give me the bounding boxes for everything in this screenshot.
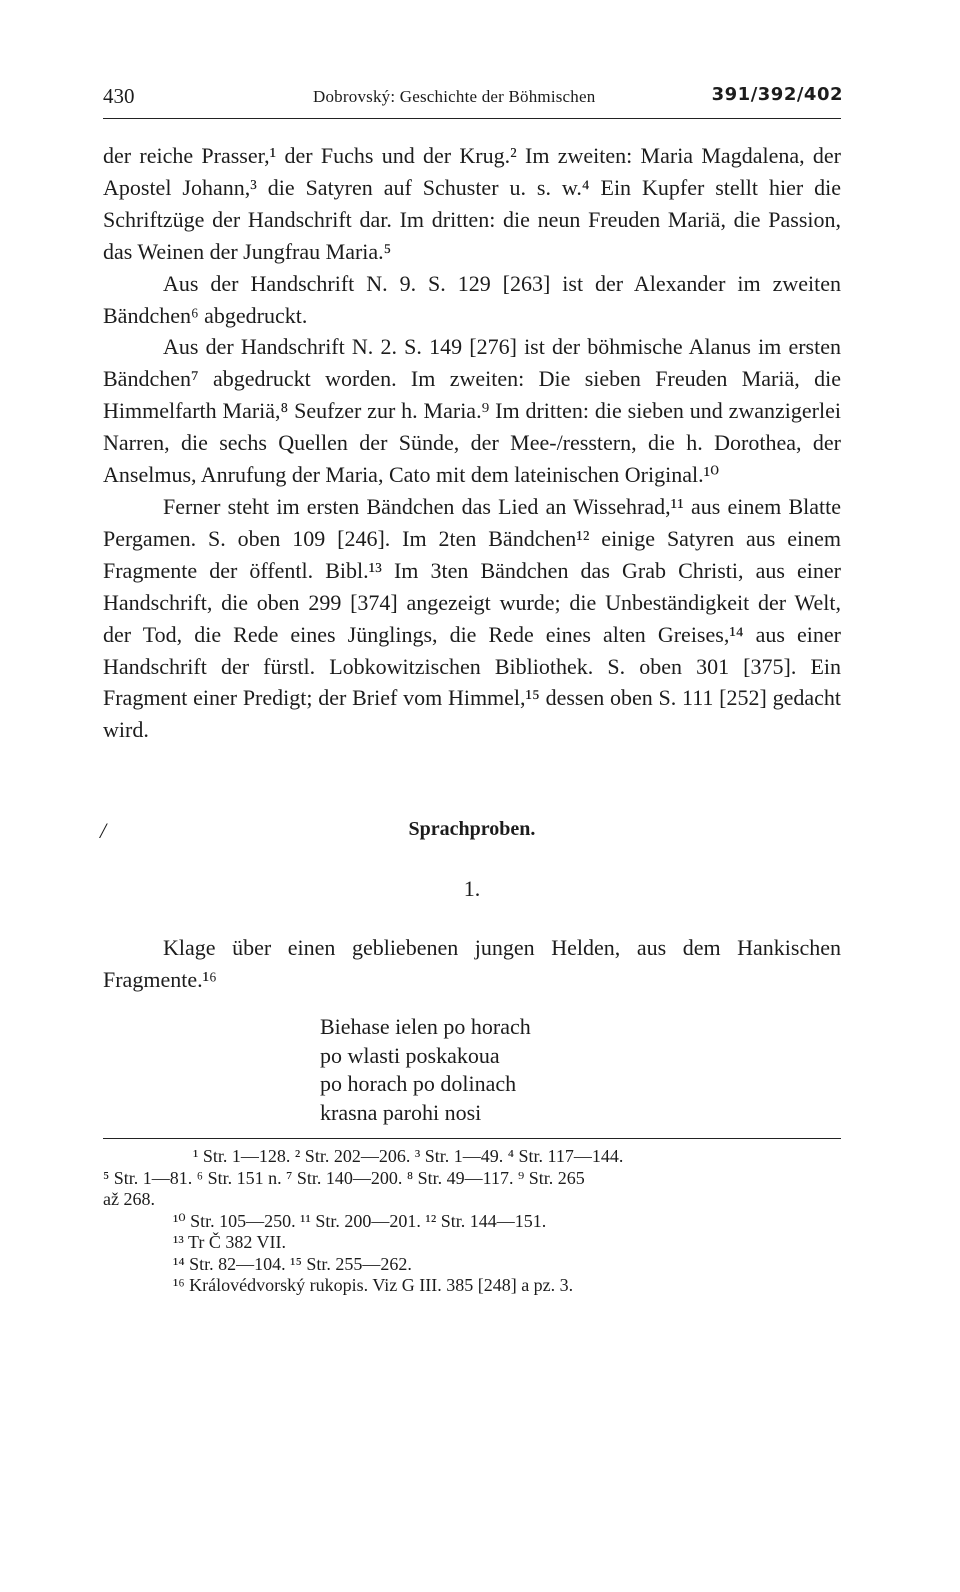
running-header (103, 84, 843, 114)
paragraph-alexander: Aus der Handschrift N. 9. S. 129 [263] ist der Alexander im zweiten Bändchen⁶ abgedruckt. (103, 270, 841, 328)
poem-line: po horach po dolinach (320, 1071, 517, 1096)
footnote-line: až 268. (103, 1189, 155, 1209)
page-number: 430 (103, 84, 135, 108)
running-title: Dobrovský: Geschichte der Böhmischen (313, 87, 596, 106)
marginal-page-references: 391/392/402 (711, 84, 843, 105)
footnote-line: ¹⁶ Královédvorský rukopis. Viz G III. 385 [248] a pz. 3. (173, 1275, 574, 1295)
footnote-rule (103, 1138, 841, 1139)
margin-slash-mark: / (100, 818, 107, 843)
section-number: 1. (463, 876, 481, 901)
poem-line: krasna parohi nosi (320, 1099, 482, 1125)
footnote-line: ¹ Str. 1—128. ² Str. 202—206. ³ Str. 1—49. ⁴ Str. 117—144. (193, 1146, 624, 1166)
footnote-line: ¹³ Tr Č 382 VII. (173, 1232, 286, 1252)
sample-intro-text: Klage über einen gebliebenen jungen Helden, aus dem Hankischen Fragmente.¹⁶ (103, 935, 841, 992)
footnote-line: ¹⁴ Str. 82—104. ¹⁵ Str. 255—262. (173, 1253, 412, 1274)
paragraph-continuation: der reiche Prasser,¹ der Fuchs und der Krug.² Im zweiten: Maria Magdalena, der Apostel Johann,³ die Satyren auf Schuster u. s. w.⁴ Ein Kupfer stellt hier die Schriftzüge der Handschrift dar. Im dritten: die neun Freuden Mariä, die Passion, das Weinen der Jungfrau Maria.⁵ (103, 143, 841, 264)
main-text (103, 140, 841, 746)
header-rule (103, 118, 841, 119)
poem-line: Biehase ielen po horach (320, 1014, 531, 1039)
section-heading: Sprachproben. (408, 818, 536, 840)
poem-line: po wlasti poskakoua (320, 1042, 500, 1068)
footnote-line: ⁵ Str. 1—81. ⁶ Str. 151 n. ⁷ Str. 140—200. ⁸ Str. 49—117. ⁹ Str. 265 (103, 1167, 585, 1188)
poem (320, 1013, 531, 1127)
paragraph-ferner: Ferner steht im ersten Bändchen das Lied an Wissehrad,¹¹ aus einem Blatte Pergamen. S. oben 109 [246]. Im 2ten Bändchen¹² einige Satyren aus einem Fragmente der öffentl. Bibl.¹³ Im 3ten Bändchen das Grab Christi, aus einer Handschrift, die oben 299 [374] angezeigt wurde; die Unbeständigkeit der Welt, der Tod, die Rede eines Jünglings, die Rede eines alten Greises,¹⁴ aus einer Handschrift der fürstl. Lobkowitzischen Bibliothek. S. oben 301 [375]. Ein Fragment einer Predigt; der Brief vom Himmel,¹⁵ dessen oben S. 111 [252] gedacht wird. (103, 493, 841, 743)
paragraph-alanus: Aus der Handschrift N. 2. S. 149 [276] ist der böhmische Alanus im ersten Bändchen⁷ abgedruckt worden. Im zweiten: Die sieben Freuden Mariä, die Himmelfarth Mariä,⁸ Seufzer zur h. Maria.⁹ Im dritten: die sieben und zwanzigerlei Narren, die sechs Quellen der Sünde, der Mee-/resstern, die h. Dorothea, der Anselmus, Anrufung der Maria, Cato mit dem lateinischen Original.¹⁰ (103, 334, 841, 488)
footnotes (103, 1146, 841, 1297)
footnote-line: ¹⁰ Str. 105—250. ¹¹ Str. 200—201. ¹² Str. 144—151. (173, 1210, 547, 1231)
sample-intro (103, 932, 841, 996)
